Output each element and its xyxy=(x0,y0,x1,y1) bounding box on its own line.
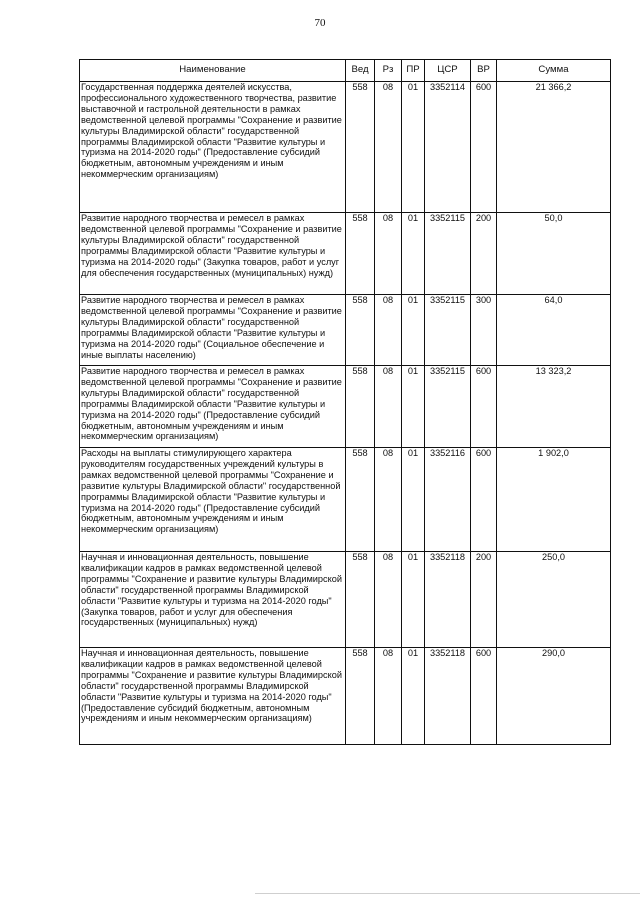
table-row xyxy=(80,295,611,366)
cell-ved: 558 xyxy=(346,295,375,366)
cell-sum: 64,0 xyxy=(497,295,611,366)
cell-ved: 558 xyxy=(346,366,375,448)
cell-rz: 08 xyxy=(375,295,402,366)
cell-sum: 1 902,0 xyxy=(497,448,611,552)
cell-csr: 3352118 xyxy=(425,648,471,745)
cell-sum: 290,0 xyxy=(497,648,611,745)
cell-pr: 01 xyxy=(402,448,425,552)
cell-ved: 558 xyxy=(346,448,375,552)
cell-pr: 01 xyxy=(402,213,425,295)
cell-name: Развитие народного творчества и ремесел в рамках ведомственной целевой программы "Сохранение и развитие культуры Владимирской области" государственной программы Владимирской области "Развитие культуры и туризма на 2014-2020 годы" (Закупка товаров, работ и услуг для обеспечения государственных (муниципальных) нужд) xyxy=(80,213,346,295)
cell-rz: 08 xyxy=(375,648,402,745)
cell-name: Государственная поддержка деятелей искусства, профессионального художественного творчества, развитие выставочной и гастрольной деятельности в рамках ведомственной целевой программы "Сохранение и развитие культуры Владимирской области" государственной программы Владимирской области "Развитие культуры и туризма на 2014-2020 годы" (Предоставление субсидий бюджетным, автономным учреждениям и иным некоммерческим организациям) xyxy=(80,82,346,213)
cell-name: Научная и инновационная деятельность, повышение квалификации кадров в рамках ведомственной целевой программы "Сохранение и развитие культуры Владимирской области" государственной программы Владимирской области "Развитие культуры и туризма на 2014-2020 годы" (Предоставление субсидий бюджетным, автономным учреждениям и иным некоммерческим организациям) xyxy=(80,648,346,745)
cell-sum: 21 366,2 xyxy=(497,82,611,213)
table-row xyxy=(80,213,611,295)
cell-rz: 08 xyxy=(375,448,402,552)
cell-vr: 200 xyxy=(471,552,497,648)
header-name: Наименование xyxy=(80,60,346,82)
header-sum: Сумма xyxy=(497,60,611,82)
cell-pr: 01 xyxy=(402,552,425,648)
cell-pr: 01 xyxy=(402,82,425,213)
cell-pr: 01 xyxy=(402,366,425,448)
cell-rz: 08 xyxy=(375,552,402,648)
header-row xyxy=(80,60,611,82)
cell-name: Расходы на выплаты стимулирующего характера руководителям государственных учреждений культуры в рамках ведомственной целевой программы "Сохранение и развитие культуры Владимирской области" государственной программы Владимирской области "Развитие культуры и туризма на 2014-2020 годы" (Предоставление субсидий бюджетным, автономным учреждениям и иным некоммерческим организациям) xyxy=(80,448,346,552)
cell-ved: 558 xyxy=(346,213,375,295)
cell-rz: 08 xyxy=(375,82,402,213)
cell-sum: 50,0 xyxy=(497,213,611,295)
cell-vr: 600 xyxy=(471,648,497,745)
cell-vr: 600 xyxy=(471,366,497,448)
cell-ved: 558 xyxy=(346,82,375,213)
table-row xyxy=(80,648,611,745)
table-header xyxy=(80,60,611,82)
cell-sum: 13 323,2 xyxy=(497,366,611,448)
cell-rz: 08 xyxy=(375,213,402,295)
header-ved: Вед xyxy=(346,60,375,82)
cell-csr: 3352115 xyxy=(425,366,471,448)
budget-table xyxy=(79,59,611,745)
cell-vr: 200 xyxy=(471,213,497,295)
page-number: 70 xyxy=(314,17,326,29)
cell-csr: 3352118 xyxy=(425,552,471,648)
cell-rz: 08 xyxy=(375,366,402,448)
cell-ved: 558 xyxy=(346,648,375,745)
cell-name: Развитие народного творчества и ремесел в рамках ведомственной целевой программы "Сохранение и развитие культуры Владимирской области" государственной программы Владимирской области "Развитие культуры и туризма на 2014-2020 годы" (Социальное обеспечение и иные выплаты населению) xyxy=(80,295,346,366)
header-rz: Рз xyxy=(375,60,402,82)
header-vr: ВР xyxy=(471,60,497,82)
table-row xyxy=(80,366,611,448)
cell-csr: 3352114 xyxy=(425,82,471,213)
table-body xyxy=(80,82,611,745)
table-row xyxy=(80,448,611,552)
cell-csr: 3352115 xyxy=(425,295,471,366)
table-row xyxy=(80,82,611,213)
cell-pr: 01 xyxy=(402,648,425,745)
scan-artifact-line xyxy=(255,893,640,894)
cell-name: Развитие народного творчества и ремесел в рамках ведомственной целевой программы "Сохранение и развитие культуры Владимирской области" государственной программы Владимирской области "Развитие культуры и туризма на 2014-2020 годы" (Предоставление субсидий бюджетным, автономным учреждениям и иным некоммерческим организациям) xyxy=(80,366,346,448)
cell-vr: 600 xyxy=(471,448,497,552)
cell-vr: 300 xyxy=(471,295,497,366)
table-row xyxy=(80,552,611,648)
cell-ved: 558 xyxy=(346,552,375,648)
header-pr: ПР xyxy=(402,60,425,82)
cell-csr: 3352116 xyxy=(425,448,471,552)
cell-csr: 3352115 xyxy=(425,213,471,295)
header-csr: ЦСР xyxy=(425,60,471,82)
cell-sum: 250,0 xyxy=(497,552,611,648)
cell-pr: 01 xyxy=(402,295,425,366)
cell-vr: 600 xyxy=(471,82,497,213)
cell-name: Научная и инновационная деятельность, повышение квалификации кадров в рамках ведомственной целевой программы "Сохранение и развитие культуры Владимирской области" государственной программы Владимирской области "Развитие культуры и туризма на 2014-2020 годы" (Закупка товаров, работ и услуг для обеспечения государственных (муниципальных) нужд) xyxy=(80,552,346,648)
